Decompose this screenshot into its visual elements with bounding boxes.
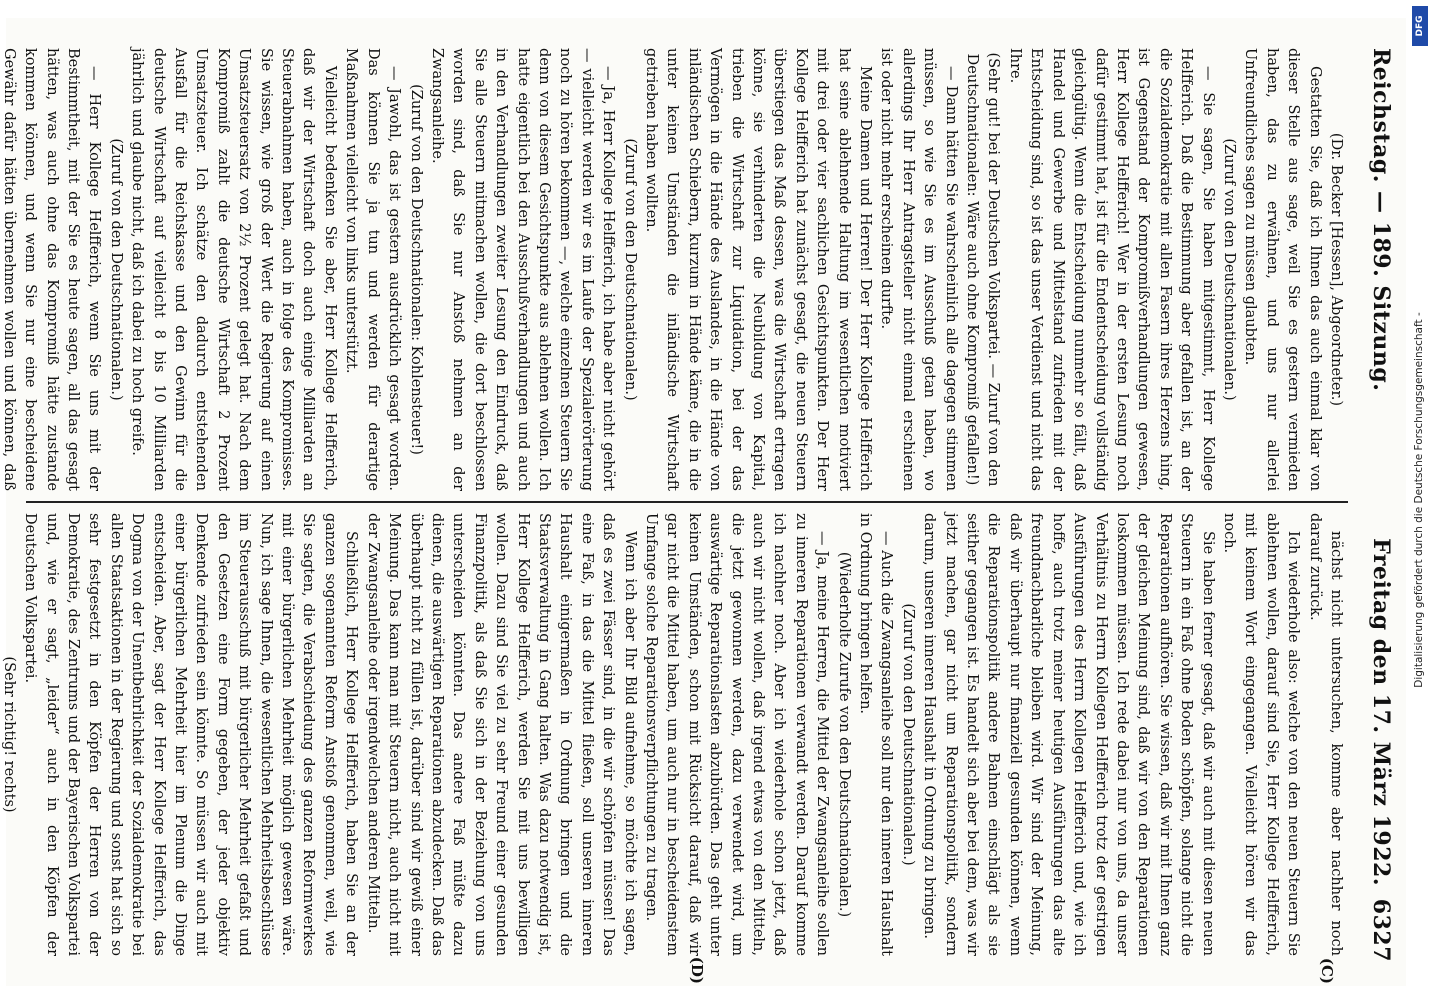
paragraph: Wenn ich aber Ihr Bild aufnehme, so möchte ich sagen, daß es zwei Fässer sind, in die wir schöpfen müssen! Das eine Faß, in das die Mittel fließen, soll unseren inneren Haushalt einigermaßen in Ordnung bringen und die Staatsverwaltung in Gang halten. Was dazu notwendig ist, Herr Kollege Helfferich, werden Sie mit uns bewilligen wollen. Dazu sind Sie viel zu sehr Freund einer gesunden Finanzpolitik, als daß Sie sich in der Beziehung von uns unterscheiden könnten. Das andere Faß müßte dazu dienen, die auswärtigen Reparationen abzudecken. Daß das überhaupt nicht zu füllen ist, darüber sind wir gewiß einer Meinung. Das kann man mit Steuern nicht, auch nicht mit der Zwangsanleihe oder irgendwelchen anderen Mitteln. — [364, 513, 638, 956]
column-left — [0, 48, 1346, 491]
paragraph: (Sehr gut! bei der Deutschen Volkspartei. — Zuruf von den Deutschnationalen: Wäre auch ohne Kompromiß gefallen!) — [964, 52, 1002, 487]
margin-marker-c: (C) — [1318, 957, 1336, 984]
paragraph: (Wiederholte Zurufe von den Deutschnationalen.) — [835, 551, 852, 918]
paragraph: — Jawohl, das ist gestern ausdrücklich gesagt worden. Das können Sie ja tun und werden für derartige Maßnahmen vielleicht von links unterstützt. — [343, 48, 403, 491]
header-left: Reichstag. — 189. Sitzung. — [1368, 48, 1394, 392]
paragraph: — Ja, Herr Kollege Helfferich, ich habe aber nicht gehört — vielleicht werden wir es im Laufe der Spezialerörterung noch zu hören bekommen —, welche einzelnen Steuern Sie denn von diesem Gesichtspunkte aus ablehnen wollen. Ich hatte eigentlich bei den Ausschußverhandlungen und auch in den Verhandlungen zweiter Lesung den Eindruck, daß Sie alle Steuern mitmachen wollen, die dort beschlossen worden sind, daß Sie nur Anstoß nehmen an der Zwangsanleihe. — [428, 48, 617, 491]
paragraph: Meine Damen und Herren! Der Herr Kollege Helfferich hat seine ablehnende Haltung im wesentlichen motiviert mit drei oder vier sachlichen Gesichtspunkten. Der Herr Kollege Helfferich hat zunächst gesagt, die neuen Steuern überstiegen das Maß dessen, was die Wirtschaft ertragen könne, sie verhinderten die Neubildung von Kapital, trieben die Wirtschaft zur Liquidation, bei der das Vermögen in die Hände des Auslandes, in die Hände von inländischen Schiebern, kurzum in Hände käme, die in die unter keinen Umständen die inländische Wirtschaft getrieben haben wollten. — [643, 48, 874, 491]
page-number: 6327 — [1368, 898, 1394, 962]
paragraph: (Sehr richtig! rechts) — [0, 656, 17, 813]
dfg-logo: DFG — [1412, 6, 1428, 46]
page-rotated — [0, 18, 1406, 986]
page-header — [1358, 48, 1398, 962]
page-content — [0, 18, 1406, 986]
paragraph: (Zuruf von den Deutschnationalen.) — [107, 138, 124, 401]
dfg-credit-text: Digitalisierung gefördert durch die Deutsche Forschungsgemeinschaft - — [1413, 312, 1425, 688]
paragraph: (Zuruf von den Deutschnationalen.) — [899, 603, 916, 866]
paragraph: — Sie sagen, Sie haben mitgestimmt, Herr Kollege Helfferich. Daß die Bestimmung aber gefallen ist, an der die Sozialdemokratie mit allen Fasern ihres Herzens hing, ist Gegenstand der Kompromißverhandlungen gewesen, Herr Kollege Helfferich! Wer in der ersten Lesung noch dafür gestimmt hat, ist für die Endentscheidung vollständig gleichgültig. Wenn die Entscheidung nunmehr so fällt, daß Handel und Gewerbe und Mittelstand zufrieden mit der Entscheidung sind, so ist das unser Verdienst und nicht das Ihre. — [1006, 48, 1216, 491]
paragraph: (Zuruf von den Deutschnationalen.) — [1220, 138, 1237, 401]
paragraph: (Zuruf von den Deutschnationalen.) — [621, 138, 638, 401]
paragraph: — Dann hätten Sie wahrscheinlich alle dagegen stimmen müssen, so wie Sie es im Ausschuß getan haben, wo allerdings Ihr Herr Antragsteller nicht einmal erschienen ist oder nicht mehr erscheinen durfte. — [878, 48, 959, 491]
header-right: Freitag den 17. März 1922. — [1368, 538, 1394, 886]
dfg-sidebar — [1406, 0, 1432, 1000]
paragraph: (Zuruf von den Deutschnationalen: Kohlensteuer!) — [407, 84, 424, 455]
paragraph: Ich wiederhole also: welche von den neuen Steuern Sie ablehnen wollen, darauf sind Sie, Herr Kollege Helfferich, mit keinem Wort eingegangen. Vielleicht hören wir das noch. — [1220, 513, 1302, 956]
paragraph: Sie haben ferner gesagt, daß wir auch mit diesen neuen Steuern in ein Faß ohne Boden schöpfen, solange nicht die Reparationen aufhören. Sie wissen, daß wir mit Ihnen ganz der gleichen Meinung sind, daß wir von den Reparationen loskommen müssen. Ich rede dabei nur von uns, da unser Verhältnis zu Herrn Kollegen Helfferich trotz der gestrigen Ausführungen des Herrn Kollegen Helfferich und, wie ich hoffe, auch trotz meiner heutigen Ausführungen das alte freundnachbarliche bleiben wird. Wir sind der Meinung, daß wir überhaupt nur finanziell gesunden können, wenn die Reparationspolitik andere Bahnen einschlägt als sie seither gegangen ist. Es handelt sich aber bei dem, was wir jetzt machen, gar nicht um Reparationspolitik, sondern darum, unseren inneren Haushalt in Ordnung zu bringen. — [921, 513, 1216, 956]
column-right — [0, 513, 1346, 956]
scanned-page — [0, 18, 1406, 986]
paragraph: (Dr. Becker [Hessen], Abgeordneter.) — [1328, 132, 1344, 407]
paragraph: — Auch die Zwangsanleihe soll nur den inneren Haushalt in Ordnung bringen helfen. — [857, 513, 895, 956]
text-columns — [0, 48, 1346, 956]
paragraph: Gestatten Sie, daß ich Ihnen das auch einmal klar von dieser Stelle aus sage, weil Sie es gestern vermieden haben, das zu erwähnen, und uns nur allerlei Unfreundliches sagen zu müssen glaubten. — [1242, 48, 1323, 491]
paragraph: Schließlich, Herr Kollege Helfferich, haben Sie an der ganzen sogenannten Reform Anstoß genommen, weil, wie Sie sagten, die Verabschiedung des ganzen Reformwerkes mit einer bürgerlichen Mehrheit möglich gewesen wäre. Nun, ich sage Ihnen, die wesentlichen Mehrheitsbeschlüsse im Steuerausschuß mit bürgerlicher Mehrheit gefaßt und den Gesetzen eine Form gegeben, der jeder objektiv Denkende zufrieden sein könnte. So müssen wir auch mit einer bürgerlichen Mehrheit hier im Plenum die Dinge entscheiden. Aber, sagt der Herr Kollege Helfferich, das Dogma von der Unentbehrlichkeit der Sozialdemokratie bei allen Staatsaktionen in der Regierung und sonst hat sich so sehr festgesetzt in den Köpfen der Herren von der Demokratie, des Zentrums und der Bayerischen Volkspartei und, wie er sagt, „leider“ auch in den Köpfen der Deutschen Volkspartei. — [22, 513, 360, 956]
paragraph: — Herr Kollege Helfferich, wenn Sie uns mit der Bestimmtheit, mit der Sie es heute sagen, all das gesagt hätten, was auch ohne das Kompromiß hätte zustande kommen können, und wenn Sie nur eine bescheidene Gewähr dafür hätten übernehmen wollen und können, daß — [0, 48, 103, 491]
paragraph: nächst nicht untersuchen, komme aber nachher noch darauf zurück. — [1306, 513, 1344, 956]
paragraph: — Ja, meine Herren, die Mittel der Zwangsanleihe sollen zu inneren Reparationen verwandt werden. Darauf komme ich nachher noch. Aber ich wiederhole schon jetzt, daß auch wir nicht wollen, daß irgend etwas von den Mitteln, die jetzt gewonnen werden, dazu verwendet wird, um auswärtige Reparationslasten abzubürden. Das geht unter keinen Umständen, schon mit Rücksicht darauf, daß wir gar nicht die Mittel haben, um auch nur in bescheidenstem Umfange solche Reparationsverpflichtungen zu tragen. — [643, 513, 831, 956]
margin-marker-d: (D) — [688, 956, 706, 984]
paragraph: Vielleicht bedenken Sie aber, Herr Kollege Helfferich, daß wir der Wirtschaft doch auch einige Milliarden an Steuerabnahmen haben, auch in folge des Kompromisses. Sie wissen, wie groß der Wert die Regierung auf einen Umsatzsteuersatz von 2½ Prozent gelegt hat. Nach dem Kompromiß zahlt die deutsche Wirtschaft 2 Prozent Umsatzsteuer. Ich schätze den dadurch entstehenden Ausfall für die Reichskasse und den Gewinn für die deutsche Wirtschaft auf vielleicht 8 bis 10 Milliarden jährlich und glaube nicht, daß ich dabei zu hoch greife. — [129, 48, 338, 491]
